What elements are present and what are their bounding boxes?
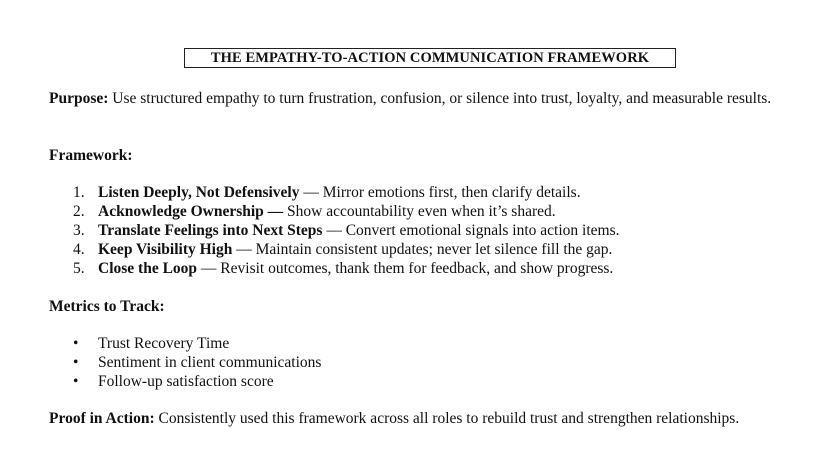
metrics-heading: Metrics to Track: <box>49 298 165 315</box>
metric-text: Sentiment in client communications <box>98 354 322 371</box>
step-title: Close the Loop <box>98 260 198 277</box>
purpose-text: Use structured empathy to turn frustration, confusion, or silence into trust, loyalty, and measurable results. <box>108 90 772 107</box>
step-title: Acknowledge Ownership — <box>98 203 284 220</box>
bullet-icon: • <box>73 354 79 371</box>
bullet-icon: • <box>73 335 79 352</box>
step-text: — Revisit outcomes, thank them for feedback, and show progress. <box>197 260 614 277</box>
step-title: Translate Feelings into Next Steps <box>98 222 323 239</box>
framework-step <box>73 221 620 240</box>
framework-step <box>73 202 620 221</box>
framework-steps-list <box>73 183 620 278</box>
step-text: Show accountability even when it’s shared. <box>283 203 556 220</box>
step-title: Listen Deeply, Not Defensively <box>98 184 300 201</box>
step-number: 2. <box>73 203 85 220</box>
metric-item <box>73 334 321 353</box>
step-number: 5. <box>73 260 85 277</box>
purpose-paragraph <box>49 89 789 108</box>
step-number: 3. <box>73 222 85 239</box>
step-number: 4. <box>73 241 85 258</box>
metric-text: Follow-up satisfaction score <box>98 373 274 390</box>
purpose-label: Purpose: <box>49 90 109 107</box>
step-text: — Convert emotional signals into action items. <box>322 222 620 239</box>
framework-step <box>73 240 620 259</box>
document-title <box>184 48 676 68</box>
proof-label: Proof in Action: <box>49 410 155 427</box>
bullet-icon: • <box>73 373 79 390</box>
metric-item <box>73 372 321 391</box>
framework-heading: Framework: <box>49 147 133 164</box>
step-number: 1. <box>73 184 85 201</box>
metrics-list <box>73 334 321 391</box>
framework-step <box>73 259 620 278</box>
proof-text: Consistently used this framework across all roles to rebuild trust and strengthen relationships. <box>154 410 740 427</box>
document-title-text: THE EMPATHY-TO-ACTION COMMUNICATION FRAMEWORK <box>210 49 650 66</box>
step-text: — Mirror emotions first, then clarify details. <box>299 184 581 201</box>
metric-text: Trust Recovery Time <box>98 335 230 352</box>
step-text: — Maintain consistent updates; never let silence fill the gap. <box>232 241 613 258</box>
metric-item <box>73 353 321 372</box>
step-title: Keep Visibility High <box>98 241 233 258</box>
framework-step <box>73 183 620 202</box>
proof-paragraph <box>49 409 789 428</box>
